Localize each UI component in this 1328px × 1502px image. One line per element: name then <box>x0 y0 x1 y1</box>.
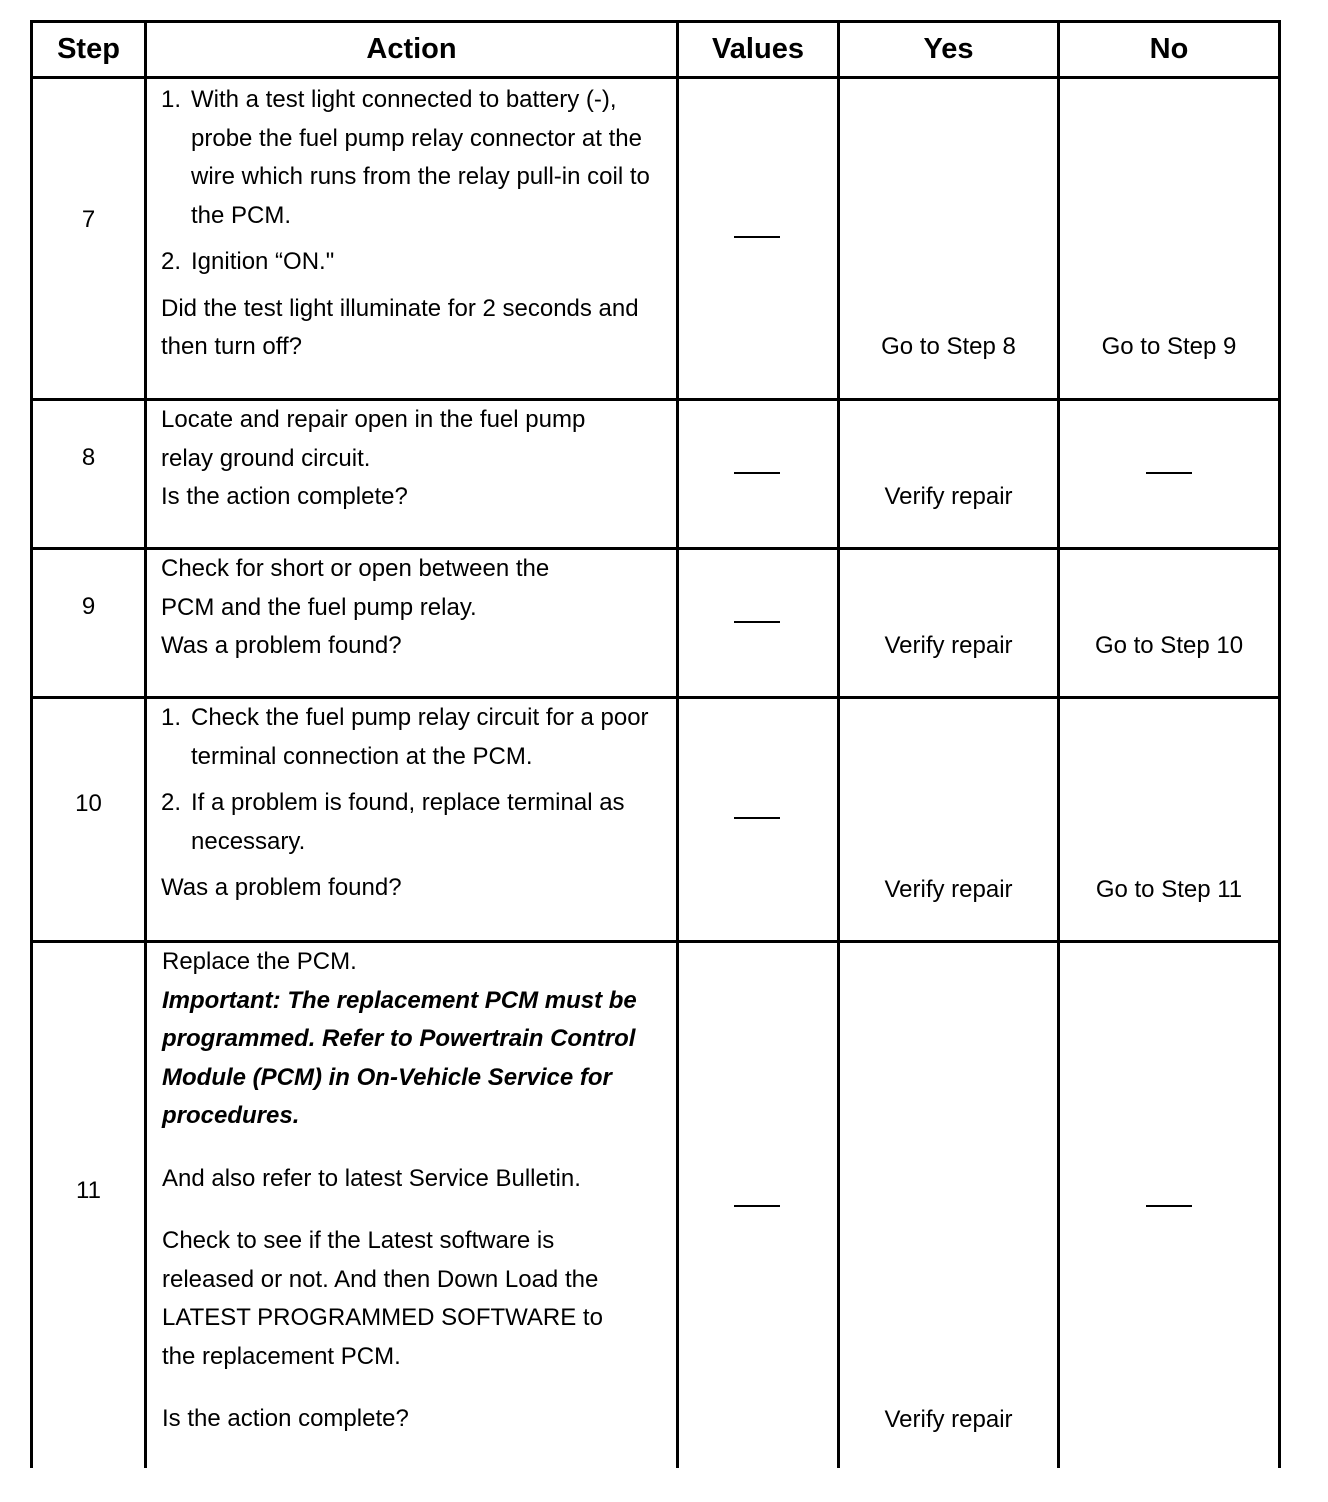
yes-result: Verify repair <box>884 483 1013 510</box>
action-line: Check to see if the Latest software is released or not. And then Down Load the LATEST PROGRAMMED SOFTWARE to the replacement PCM. <box>162 1227 603 1370</box>
action-line: PCM and the fuel pump relay. <box>161 593 477 621</box>
action-line: And also refer to latest Service Bulletin. <box>162 1164 581 1192</box>
action-cell <box>161 401 666 517</box>
step-number: 10 <box>75 790 102 817</box>
action-steps <box>161 699 666 861</box>
header-values: Values <box>712 33 804 65</box>
row-divider <box>30 76 1281 79</box>
yes-result: Verify repair <box>884 632 1013 659</box>
value-dash <box>734 472 780 474</box>
action-cell <box>161 81 666 367</box>
action-line: relay ground circuit. <box>161 444 371 472</box>
action-question: Is the action complete? <box>161 483 408 510</box>
yes-result: Verify repair <box>884 1406 1013 1433</box>
column-divider <box>144 20 147 1468</box>
action-step <box>161 699 666 776</box>
step-index: 1. <box>161 704 182 731</box>
column-divider <box>1057 20 1060 1468</box>
action-cell <box>161 550 666 666</box>
step-text: Ignition “ON." <box>191 248 335 275</box>
header-step: Step <box>57 33 120 65</box>
value-dash <box>734 1205 780 1207</box>
action-step <box>161 243 666 282</box>
action-steps <box>161 81 666 282</box>
step-text: If a problem is found, replace terminal as necessary. <box>191 789 625 855</box>
step-index: 2. <box>161 248 182 275</box>
column-divider <box>676 20 679 1468</box>
action-line: Check for short or open between the <box>161 555 550 582</box>
no-result: Go to Step 11 <box>1095 876 1243 903</box>
step-text: With a test light connected to battery (-), probe the fuel pump relay connector at the wire which runs from the relay pull-in coil to the PCM. <box>191 86 650 229</box>
action-step <box>161 81 666 235</box>
no-result: Go to Step 9 <box>1101 333 1237 360</box>
value-dash <box>734 817 780 819</box>
action-cell <box>161 699 666 908</box>
action-line: Replace the PCM. <box>162 948 357 975</box>
important-note: Important: The replacement PCM must be programmed. Refer to Powertrain Control Module (PCM) in On-Vehicle Service for procedures. <box>162 986 637 1129</box>
header-no: No <box>1149 33 1189 65</box>
action-question: Is the action complete? <box>162 1405 409 1432</box>
no-result-dash <box>1146 472 1192 474</box>
step-index: 2. <box>161 789 182 816</box>
action-question: Did the test light illuminate for 2 seconds and then turn off? <box>161 294 639 360</box>
action-step <box>161 784 666 861</box>
value-dash <box>734 236 780 238</box>
step-number: 9 <box>81 593 96 620</box>
action-question: Was a problem found? <box>161 632 402 659</box>
no-result-dash <box>1146 1205 1192 1207</box>
yes-result: Go to Step 8 <box>881 333 1016 360</box>
column-divider <box>837 20 840 1468</box>
action-line: Locate and repair open in the fuel pump <box>161 406 586 433</box>
action-question: Was a problem found? <box>161 874 402 901</box>
step-number: 8 <box>81 444 96 471</box>
step-text: Check the fuel pump relay circuit for a poor terminal connection at the PCM. <box>191 704 649 770</box>
value-dash <box>734 621 780 623</box>
action-cell <box>162 943 667 1439</box>
step-index: 1. <box>161 86 182 113</box>
diagnostic-table <box>30 20 1282 1468</box>
header-action: Action <box>366 33 457 65</box>
step-number: 7 <box>81 206 96 233</box>
step-number: 11 <box>76 1177 101 1204</box>
yes-result: Verify repair <box>884 876 1013 903</box>
table-border-right <box>1278 20 1281 1468</box>
no-result: Go to Step 10 <box>1094 632 1244 659</box>
header-yes: Yes <box>923 33 974 65</box>
table-border-left <box>30 20 33 1468</box>
